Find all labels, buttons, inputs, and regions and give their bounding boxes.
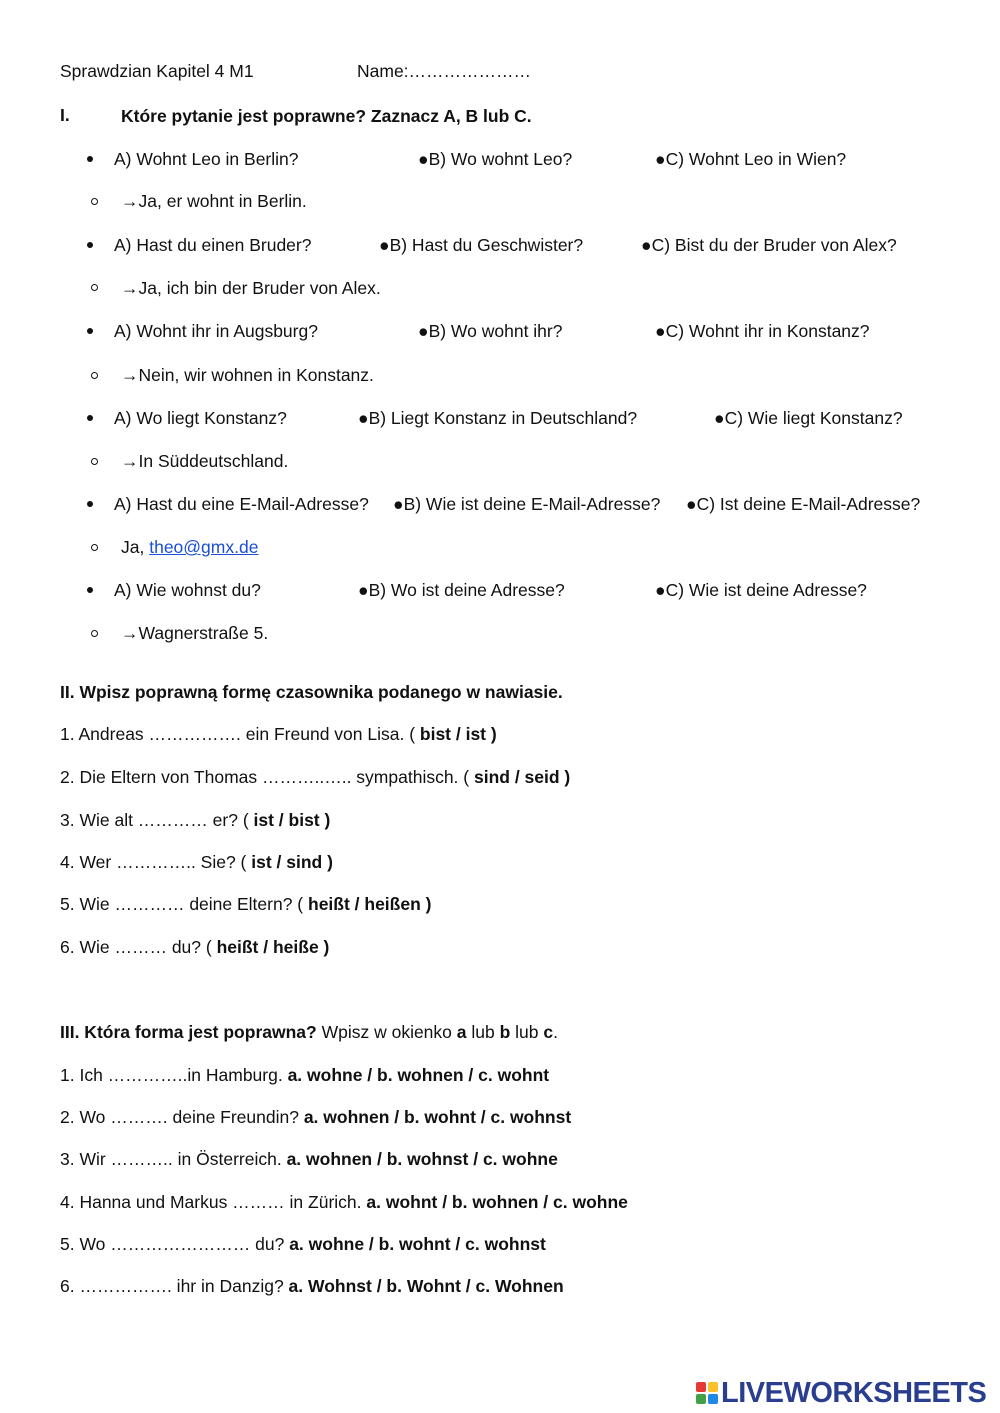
bullet-icon [87,328,93,334]
option-c: ●C) Wohnt Leo in Wien? [655,149,847,169]
option-a: A) Wohnt Leo in Berlin? [114,149,299,169]
section-3-item [60,1148,558,1170]
section-2-instruction: II. Wpisz poprawną formę czasownika podanego w nawiasie. [60,682,563,702]
section-3-item [60,1106,571,1128]
section-2-item [60,893,431,915]
option-b: ●B) Wo ist deine Adresse? [358,580,565,600]
circle-bullet-icon [91,198,98,205]
item-text: 5. Wo …………………… du? [60,1234,290,1254]
logo-grid-icon [696,1382,718,1404]
answer: →In Süddeutschland. [121,451,289,471]
answer: →Nein, wir wohnen in Konstanz. [121,365,374,385]
liveworksheets-logo [696,1377,986,1409]
answer: →Ja, ich bin der Bruder von Alex. [121,278,381,298]
answer-prefix: Ja, [121,537,150,557]
item-options: ist / sind ) [251,852,333,872]
circle-bullet-icon [91,458,98,465]
option-c: ●C) Ist deine E-Mail-Adresse? [686,494,921,514]
section-2-item [60,936,329,958]
bullet-icon [87,242,93,248]
option-c: ●C) Bist du der Bruder von Alex? [641,235,897,255]
item-text: 4. Hanna und Markus ……… in Zürich. [60,1192,367,1212]
section-2-item [60,809,330,831]
item-options: sind / seid ) [473,767,571,787]
answer: →Wagnerstraße 5. [121,623,269,643]
section-2-item [60,723,497,745]
bullet-icon [87,587,93,593]
circle-bullet-icon [91,284,98,291]
section-3-item [60,1064,549,1086]
item-options: a. wohnen / b. wohnst / c. wohne [286,1149,558,1169]
item-options: ist / bist ) [253,810,331,830]
option-b: ●B) Wie ist deine E-Mail-Adresse? [393,494,661,514]
item-options: a. Wohnst / b. Wohnt / c. Wohnen [288,1276,564,1296]
option-b: ●B) Hast du Geschwister? [379,235,584,255]
item-text: 3. Wir ……….. in Österreich. [60,1149,287,1169]
answer [121,536,258,558]
item-text: 2. Wo ………. deine Freundin? [60,1107,304,1127]
item-text: 1. Andreas ……………. ein Freund von Lisa. ( [60,724,420,744]
item-text: 6. Wie ……… du? ( [60,937,217,957]
section-3-instruction: III. Która forma jest poprawna? Wpisz w okienko a lub b lub c. [60,1022,558,1042]
option-c: ●C) Wie liegt Konstanz? [714,408,903,428]
item-options: bist / ist ) [419,724,497,744]
name-field: Name:………………… [357,61,532,81]
item-options: heißt / heißen ) [308,894,432,914]
section-2-item [60,851,333,873]
option-c: ●C) Wohnt ihr in Konstanz? [655,321,870,341]
option-b: ●B) Wo wohnt ihr? [418,321,563,341]
option-a: A) Wo liegt Konstanz? [114,408,287,428]
item-options: a. wohne / b. wohnen / c. wohnt [287,1065,550,1085]
circle-bullet-icon [91,544,98,551]
option-a: A) Wie wohnst du? [114,580,261,600]
section-3-item [60,1275,564,1297]
option-a: A) Hast du einen Bruder? [114,235,312,255]
item-options: a. wohnt / b. wohnen / c. wohne [366,1192,628,1212]
logo-text: LIVEWORKSHEETS [721,1376,987,1409]
option-c: ●C) Wie ist deine Adresse? [655,580,867,600]
item-text: 5. Wie ………… deine Eltern? ( [60,894,308,914]
item-text: 1. Ich …………..in Hamburg. [60,1065,288,1085]
item-options: a. wohnen / b. wohnt / c. wohnst [303,1107,572,1127]
section-3-item [60,1233,546,1255]
circle-bullet-icon [91,372,98,379]
option-a: A) Hast du eine E-Mail-Adresse? [114,494,369,514]
item-options: a. wohne / b. wohnt / c. wohnst [289,1234,546,1254]
section-2-item [60,766,570,788]
bullet-icon [87,156,93,162]
item-text: 6. ……………. ihr in Danzig? [60,1276,289,1296]
option-b: ●B) Liegt Konstanz in Deutschland? [358,408,638,428]
circle-bullet-icon [91,630,98,637]
section-1-instruction: Które pytanie jest poprawne? Zaznacz A, B lub C. [121,106,532,126]
item-text: 2. Die Eltern von Thomas ………..….. sympathisch. ( [60,767,474,787]
section-1-numeral: I. [60,105,70,125]
email-link[interactable]: theo@gmx.de [149,537,259,557]
option-b: ●B) Wo wohnt Leo? [418,149,573,169]
answer: →Ja, er wohnt in Berlin. [121,191,307,211]
section-3-item [60,1191,628,1213]
bullet-icon [87,415,93,421]
item-text: 3. Wie alt ………… er? ( [60,810,254,830]
item-options: heißt / heiße ) [216,937,330,957]
item-text: 4. Wer ………….. Sie? ( [60,852,252,872]
worksheet-title: Sprawdzian Kapitel 4 M1 [60,61,254,81]
bullet-icon [87,501,93,507]
option-a: A) Wohnt ihr in Augsburg? [114,321,318,341]
